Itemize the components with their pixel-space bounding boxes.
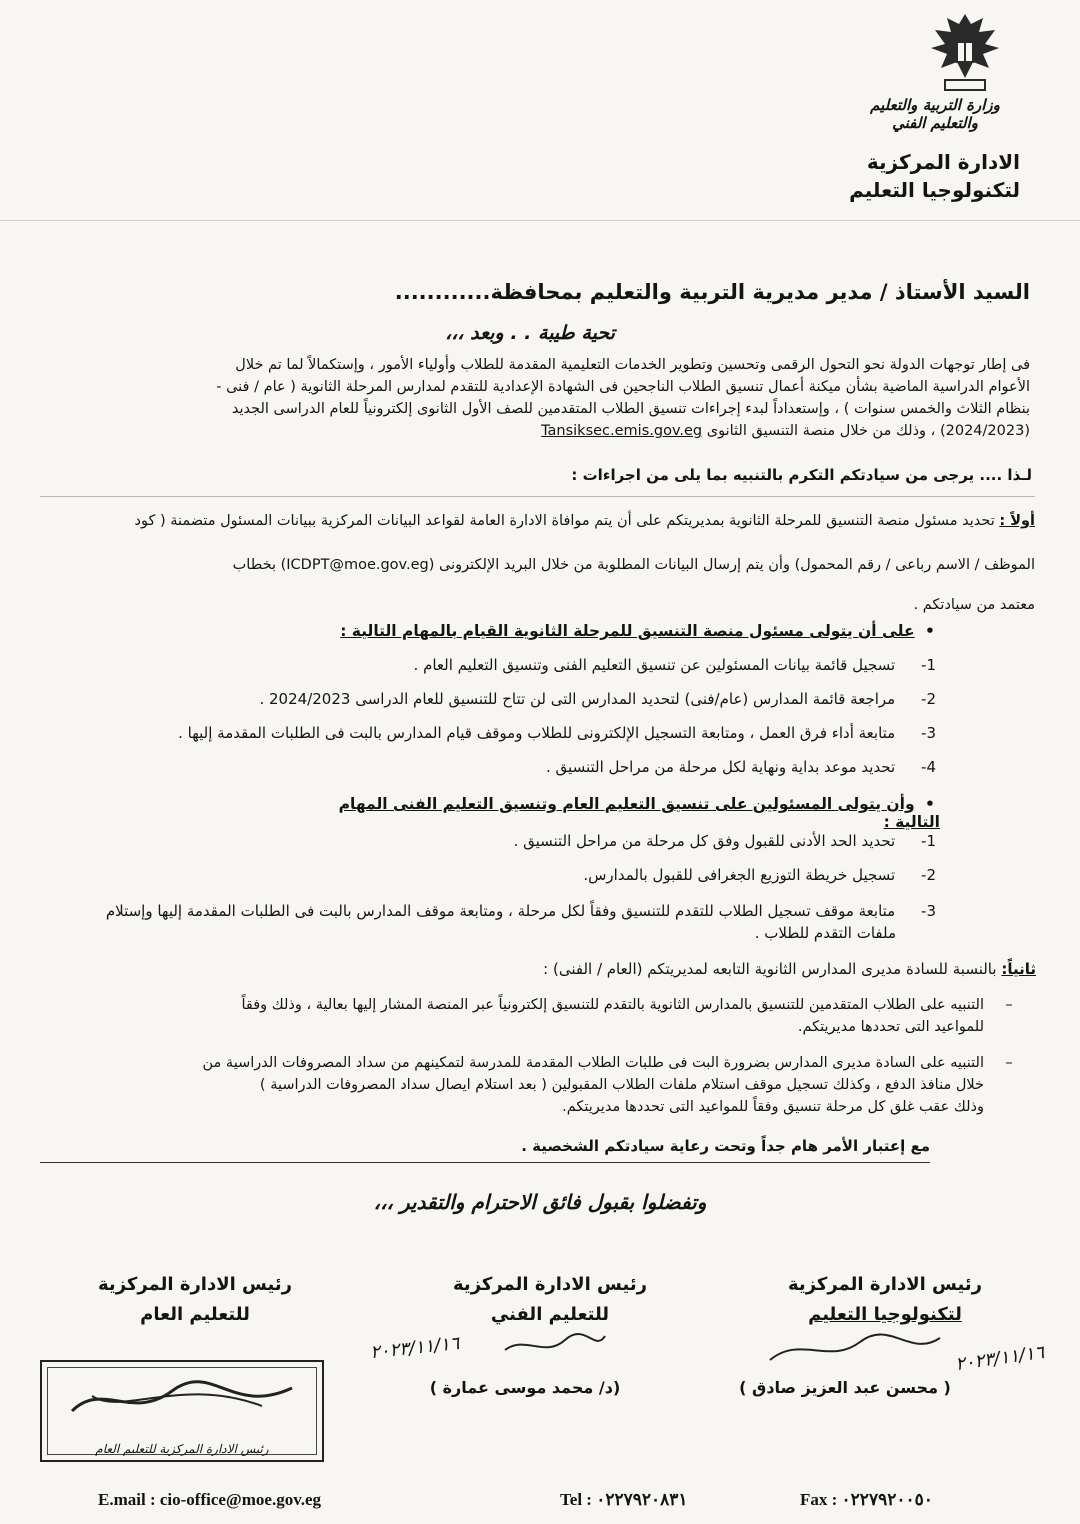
signature-title2: لتكنولوجيا التعليم xyxy=(808,1304,962,1325)
signature-name-right: ( محسن عبد العزيز صادق ) xyxy=(739,1378,951,1397)
bullet1-title xyxy=(300,622,940,640)
first-line3: معتمد من سيادتكم . xyxy=(913,597,1035,613)
signature-right xyxy=(740,1270,1030,1330)
item-text: متابعة أداء فرق العمل ، ومتابعة التسجيل الإلكترونى للطلاب وموقف قيام المدارس بالبت فى الطلبات المقدمة إليها . xyxy=(178,724,896,742)
list-item xyxy=(100,758,936,776)
handwritten-signature-icon xyxy=(760,1330,950,1370)
bullet-icon: • xyxy=(925,795,935,813)
ministry-name: وزارة التربية والتعليم والتعليم الفني xyxy=(870,96,1000,132)
signature-date-right: ٢٠٢٣/١١/١٦ xyxy=(953,1341,1046,1376)
item-text: مراجعة قائمة المدارس (عام/فنى) لتحديد المدارس التى لن تتاح للتنسيق للعام الدراسى 2024/2023 . xyxy=(259,690,896,708)
intro-paragraph xyxy=(30,354,1030,442)
signature-title2: للتعليم العام xyxy=(140,1304,250,1325)
item-text: تحديد موعد بداية ونهاية لكل مرحلة من مراحل التنسيق . xyxy=(546,758,896,776)
item-number: -4 xyxy=(921,758,936,776)
official-stamp xyxy=(40,1360,324,1462)
footer-email: E.mail : cio-office@moe.gov.eg xyxy=(98,1490,322,1509)
item-number: -1 xyxy=(921,656,936,674)
intro-line2: الأعوام الدراسية الماضية بشأن ميكنة أعمال تنسيق الطلاب الناجحين فى الشهادة الإعدادية للتقدم لمدارس المرحلة الثانوية ( عام / فنى - xyxy=(216,379,1030,395)
intro-line3: بنظام الثلاث والخمس سنوات ) ، وإستعداداً لبدء إجراءات تنسيق الطلاب المتقدمين للصف الأول الثانوى إلكترونياً للعام الدراسى الجديد xyxy=(231,401,1030,417)
signature-title1: رئيس الادارة المركزية xyxy=(98,1274,292,1295)
second-label: ثانياً: xyxy=(1001,960,1036,978)
first-line2-end: ) بخطاب xyxy=(232,557,287,573)
signature-title1: رئيس الادارة المركزية xyxy=(453,1274,647,1295)
platform-link[interactable]: Tansiksec.emis.gov.eg xyxy=(541,423,703,439)
item-number: -3 xyxy=(921,902,936,920)
bullet1-title-text: على أن يتولى مسئول منصة التنسيق للمرحلة الثانوية القيام بالمهام التالية : xyxy=(340,622,915,640)
footer-fax: Fax : ٠٢٢٧٩٢٠٠٥٠ xyxy=(800,1490,933,1509)
item-number: -3 xyxy=(921,724,936,742)
signature-title2: للتعليم الفني xyxy=(490,1304,610,1325)
dash-line: التنبيه على الطلاب المتقدمين للتنسيق بالمدارس الثانوية بالتقدم للتنسيق إلكترونياً عبر المنصة المشار إليها بعالية ، وذلك وفقاً xyxy=(241,997,984,1013)
item-text: تحديد الحد الأدنى للقبول وفق كل مرحلة من مراحل التنسيق . xyxy=(513,832,896,850)
signature-middle xyxy=(410,1270,690,1330)
intro-line4-text: (2024/2023) ، وذلك من خلال منصة التنسيق الثانوى xyxy=(706,423,1030,439)
dash-line: وذلك عقب غلق كل مرحلة تنسيق وفقاً للمواعيد التى تحددها مديريتكم. xyxy=(562,1099,984,1115)
dash-icon: – xyxy=(1005,997,1013,1013)
first-line2 xyxy=(40,552,1035,578)
list-item xyxy=(100,832,936,850)
list-item xyxy=(44,900,936,944)
list-item xyxy=(100,690,936,708)
closing-underline xyxy=(40,1162,930,1163)
department-line2: لتكنولوجيا التعليم xyxy=(849,178,1020,202)
handwritten-signature-icon xyxy=(62,1376,302,1426)
footer-tel: Tel : ٠٢٢٧٩٢٠٨٣١ xyxy=(560,1490,688,1509)
request-divider xyxy=(40,496,1035,497)
dash-line: التنبيه على السادة مديرى المدارس بضرورة البت فى طلبات الطلاب المقدمة للمدرسة لتمكينهم من سداد المصروفات الدراسية من xyxy=(202,1055,984,1071)
item-number: -1 xyxy=(921,832,936,850)
first-line1 xyxy=(40,508,1035,534)
signature-name-middle: (د/ محمد موسى عمارة ) xyxy=(429,1378,621,1397)
dash-item xyxy=(44,994,1034,1038)
bullet2-title xyxy=(300,795,940,831)
request-line: لـذا .... يرجى من سيادتكم التكرم بالتنبيه بما يلى من اجراءات : xyxy=(571,466,1032,484)
list-item xyxy=(100,724,936,742)
dash-icon: – xyxy=(1005,1055,1013,1071)
greeting: تحية طيبة . . وبعد ،،، xyxy=(445,322,615,344)
stamp-text: رئيس الادارة المركزية للتعليم العام xyxy=(95,1442,269,1456)
item-text: تسجيل قائمة بيانات المسئولين عن تنسيق التعليم الفنى وتنسيق التعليم العام . xyxy=(413,656,896,674)
item-number: -2 xyxy=(921,866,936,884)
header-divider xyxy=(0,220,1080,221)
item-text: متابعة موقف تسجيل الطلاب للتقدم للتنسيق وفقاً لكل مرحلة ، ومتابعة موقف المدارس بالبت فى الطلبات المقدمة إليها وإستلام xyxy=(105,902,896,920)
closing-regards: وتفضلوا بقبول فائق الاحترام والتقدير ،،، xyxy=(373,1190,707,1214)
signature-date-middle: ٢٠٢٣/١١/١٦ xyxy=(369,1332,461,1364)
bullet2-title-text: وأن يتولى المسئولين على تنسيق التعليم العام وتنسيق التعليم الفنى المهام التالية : xyxy=(338,795,940,831)
department-block xyxy=(820,148,1020,204)
dash-line: خلال منافذ الدفع ، وكذلك تسجيل موقف استلام ملفات الطلاب المقبولين ( بعد استلام ايصال سداد المصروفات الدراسية ) xyxy=(259,1077,984,1093)
signature-title1: رئيس الادارة المركزية xyxy=(788,1274,982,1295)
intro-line4 xyxy=(30,420,1030,442)
list-item xyxy=(100,656,936,674)
signature-left xyxy=(70,1270,320,1330)
second-title-text: بالنسبة للسادة مديرى المدارس الثانوية التابعه لمديريتكم (العام / الفنى) : xyxy=(543,960,997,978)
closing-note: مع إعتبار الأمر هام جداً وتحت رعاية سيادتكم الشخصية . xyxy=(521,1137,930,1155)
first-line2-text: الموظف / الاسم رباعى / رقم المحمول) وأن يتم إرسال البيانات المطلوبة من خلال البريد الإلكترونى ( xyxy=(428,557,1035,573)
dash-line: للمواعيد التى تحددها مديريتكم. xyxy=(797,1019,984,1035)
intro-line1: فى إطار توجهات الدولة نحو التحول الرقمى وتحسين وتطوير الخدمات التعليمية المقدمة للطلاب وأولياء الأمور ، وإستكمالاً لما تم خلال xyxy=(235,357,1030,373)
department-line1: الادارة المركزية xyxy=(866,150,1020,174)
bullet-icon: • xyxy=(925,622,935,640)
first-line1-text: تحديد مسئول منصة التنسيق للمرحلة الثانوية بمديريتكم على أن يتم موافاة الادارة العامة لقواعد البيانات المركزية ببيانات المسئول متضمنة ( كود xyxy=(134,513,995,529)
section-second-title xyxy=(300,960,1036,978)
addressee: السيد الأستاذ / مدير مديرية التربية والتعليم بمحافظة............ xyxy=(394,280,1030,304)
list-item xyxy=(100,866,936,884)
item-number: -2 xyxy=(921,690,936,708)
item-text-cont: ملفات التقدم للطلاب . xyxy=(754,924,896,942)
dash-item xyxy=(44,1052,1034,1118)
eagle-emblem-icon xyxy=(925,8,1005,98)
section-first xyxy=(40,508,1035,618)
first-label: أولاً : xyxy=(999,513,1035,529)
item-text: تسجيل خريطة التوزيع الجغرافى للقبول بالمدارس. xyxy=(583,866,896,884)
contact-email[interactable]: ICDPT@moe.gov.eg xyxy=(286,557,429,573)
handwritten-signature-icon xyxy=(500,1330,610,1360)
